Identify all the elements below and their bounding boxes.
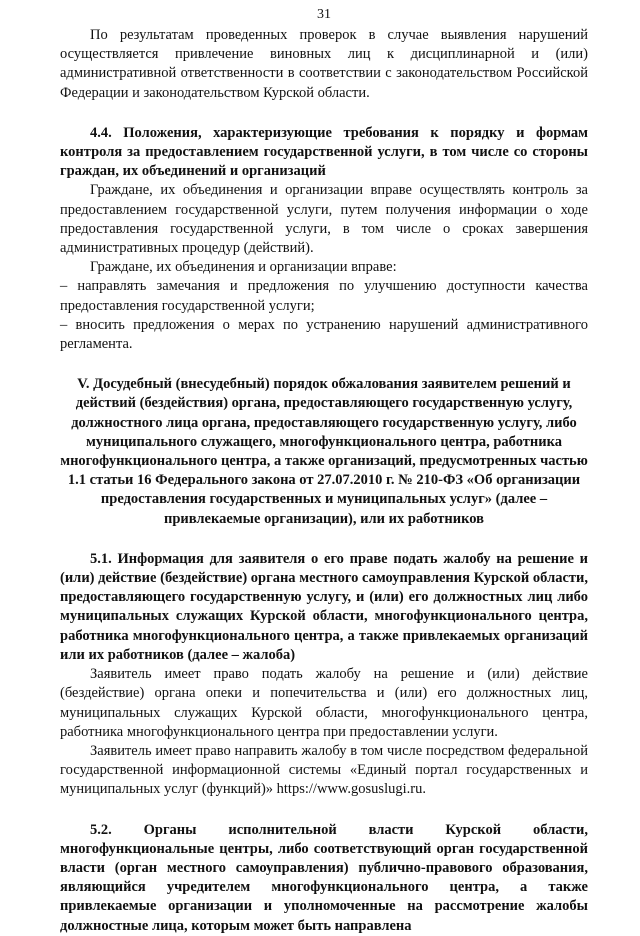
list-item-proposals: – вносить предложения о мерах по устранению нарушений административного регламента. bbox=[60, 316, 588, 353]
paragraph-complaint-right: Заявитель имеет право подать жалобу на решение и (или) действие (бездействие) органа опеки и попечительства и (или) его должностных лиц, муниципальных служащих Курской области, многофункционального центра, работника многофункционального центра при предоставлении услуги. bbox=[60, 666, 588, 740]
list-item-remarks: – направлять замечания и предложения по улучшению доступности качества предоставления государственной услуги; bbox=[60, 278, 588, 314]
heading-4-4: 4.4. Положения, характеризующие требования к порядку и формам контроля за предоставлением государственной услуги, в том числе со стороны граждан, их объединений и организаций bbox=[60, 124, 588, 180]
heading-5-2: 5.2. Органы исполнительной власти Курской области, многофункциональные центры, либо соответствующий орган государственной власти (орган местного самоуправления) публично-правового образования, являющийся учредителем многофункционального центра, а также привлекаемые организации и уполномоченные на рассмотрение жалобы должностные лица, которым может быть направлена bbox=[60, 821, 588, 934]
section-v-heading: V. Досудебный (внесудебный) порядок обжалования заявителем решений и действий (бездействия) органа, предоставляющего государственную услугу, должностного лица органа, предоставляющего государственную услугу, либо муниципального служащего, многофункционального центра, работника многофункционального центра, а также организаций, предусмотренных частью 1.1 статьи 16 Федерального закона от 27.07.2010 г. № 210-ФЗ «Об организации предоставления государственных и муниципальных услуг» (далее – привлекаемые организации), или их работников bbox=[60, 376, 588, 527]
page-number: 31 bbox=[317, 7, 331, 22]
paragraph-complaint-portal: Заявитель имеет право направить жалобу в том числе посредством федеральной государственной информационной системы «Единый портал государственных и муниципальных услуг (функций)» https://www.gosuslugi.ru. bbox=[60, 742, 588, 798]
heading-5-1: 5.1. Информация для заявителя о его праве подать жалобу на решение и (или) действие (бездействие) органа местного самоуправления Курской области, предоставляющего государственную услугу, и (или) его должностных лиц либо муниципальных служащих Курской области, многофункционального центра, работника многофункционального центра, а также привлекаемых организаций или их работников (далее – жалоба) bbox=[60, 550, 588, 663]
paragraph-citizens-rights: Граждане, их объединения и организации вправе: bbox=[90, 259, 397, 276]
paragraph-violations-liability: По результатам проведенных проверок в случае выявления нарушений осуществляется привлечение виновных лиц к дисциплинарной и (или) административной ответственности в соответствии с законодательством Российской Федерации и законодательством Курской области. bbox=[60, 27, 588, 101]
paragraph-citizens-control: Граждане, их объединения и организации вправе осуществлять контроль за предоставлением государственной услуги, путем получения информации о ходе предоставления государственной услуги, в том числе о сроках завершения административных процедур (действий). bbox=[60, 182, 588, 257]
